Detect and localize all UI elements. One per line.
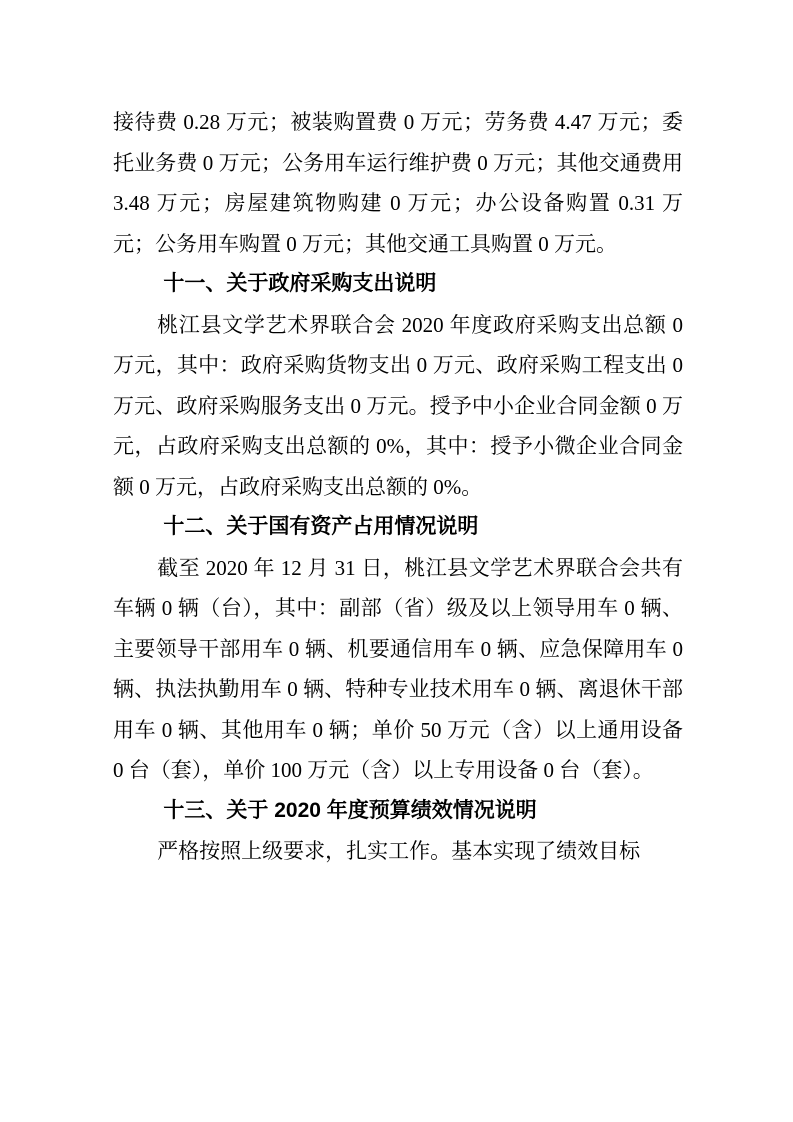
heading-section-12-state-assets: 十二、关于国有资产占用情况说明 — [163, 515, 479, 538]
paragraph-budget-performance: 严格按照上级要求，扎实工作。基本实现了绩效目标 — [157, 839, 641, 863]
heading-section-13-budget-performance: 十三、关于 2020 年度预算绩效情况说明 — [163, 798, 537, 822]
heading-section-11-gov-procurement: 十一、关于政府采购支出说明 — [163, 272, 437, 295]
paragraph-gov-procurement-spending: 桃江县文学艺术界联合会 2020 年度政府采购支出总额 0 万元，其中：政府采购货物支出 0 万元、政府采购工程支出 0 万元、政府采购服务支出 0 万元。授予中小企业合同金额 0 万元，占政府采购支出总额的 0%，其中：授予小微企业合同金额 0 万元，占政府采购支出总额的 0%。 — [113, 312, 683, 499]
paragraph-state-assets-occupancy: 截至 2020 年 12 月 31 日，桃江县文学艺术界联合会共有车辆 0 辆（台），其中：副部（省）级及以上领导用车 0 辆、主要领导干部用车 0 辆、机要通信用车 0 辆、应急保障用车 0 辆、执法执勤用车 0 辆、特种专业技术用车 0 辆、离退休干部用车 0 辆、其他用车 0 辆；单价 50 万元（含）以上通用设备 0 台（套），单价 100 万元（含）以上专用设备 0 台（套）。 — [113, 555, 683, 782]
paragraph-expense-details-continued: 接待费 0.28 万元；被装购置费 0 万元；劳务费 4.47 万元；委托业务费 0 万元；公务用车运行维护费 0 万元；其他交通费用 3.48 万元；房屋建筑物购建 0 万元；办公设备购置 0.31 万元；公务用车购置 0 万元；其他交通工具购置 0 万元。 — [113, 110, 683, 256]
